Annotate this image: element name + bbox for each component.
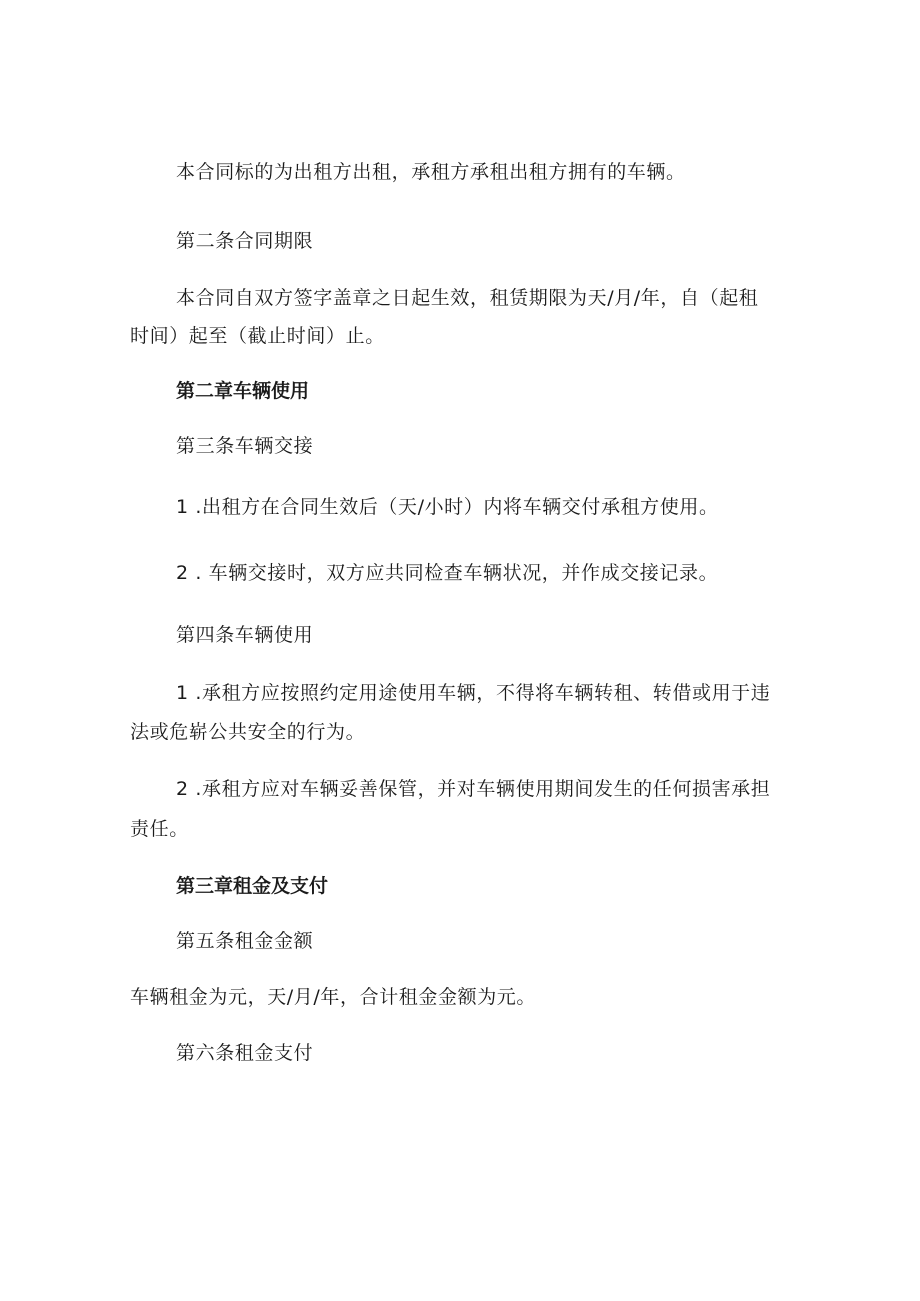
article-2-text-line-1: 本合同自双方签字盖章之日起生效，租赁期限为天/月/年，自（起租 bbox=[176, 287, 759, 309]
article-2-text-line-2: 时间）起至（截止时间）止。 bbox=[130, 325, 385, 347]
paragraph-contract-subject: 本合同标的为出租方出租，承租方承租出租方拥有的车辆。 bbox=[176, 161, 686, 183]
article-4-item-1-line-1: 1 .承租方应按照约定用途使用车辆，不得将车辆转租、转借或用于违 bbox=[176, 682, 771, 704]
article-3-item-1: 1 .出租方在合同生效后（天/小时）内将车辆交付承租方使用。 bbox=[176, 496, 719, 518]
article-3-item-2: 2 . 车辆交接时，双方应共同检查车辆状况，并作成交接记录。 bbox=[176, 562, 719, 584]
article-4-item-2-line-2: 责任。 bbox=[130, 818, 189, 840]
article-4-title: 第四条车辆使用 bbox=[176, 624, 314, 646]
article-4-item-2-line-1: 2 .承租方应对车辆妥善保管，并对车辆使用期间发生的任何损害承担 bbox=[176, 778, 771, 800]
article-6-title: 第六条租金支付 bbox=[176, 1042, 314, 1064]
article-4-item-1-line-2: 法或危崭公共安全的行为。 bbox=[130, 721, 366, 743]
chapter-2-title: 第二章车辆使用 bbox=[176, 380, 310, 402]
article-3-title: 第三条车辆交接 bbox=[176, 435, 314, 457]
article-5-text: 车辆租金为元，天/月/年，合计租金金额为元。 bbox=[130, 986, 537, 1008]
article-5-title: 第五条租金金额 bbox=[176, 930, 314, 952]
article-2-title: 第二条合同期限 bbox=[176, 230, 314, 252]
chapter-3-title: 第三章租金及支付 bbox=[176, 875, 329, 897]
